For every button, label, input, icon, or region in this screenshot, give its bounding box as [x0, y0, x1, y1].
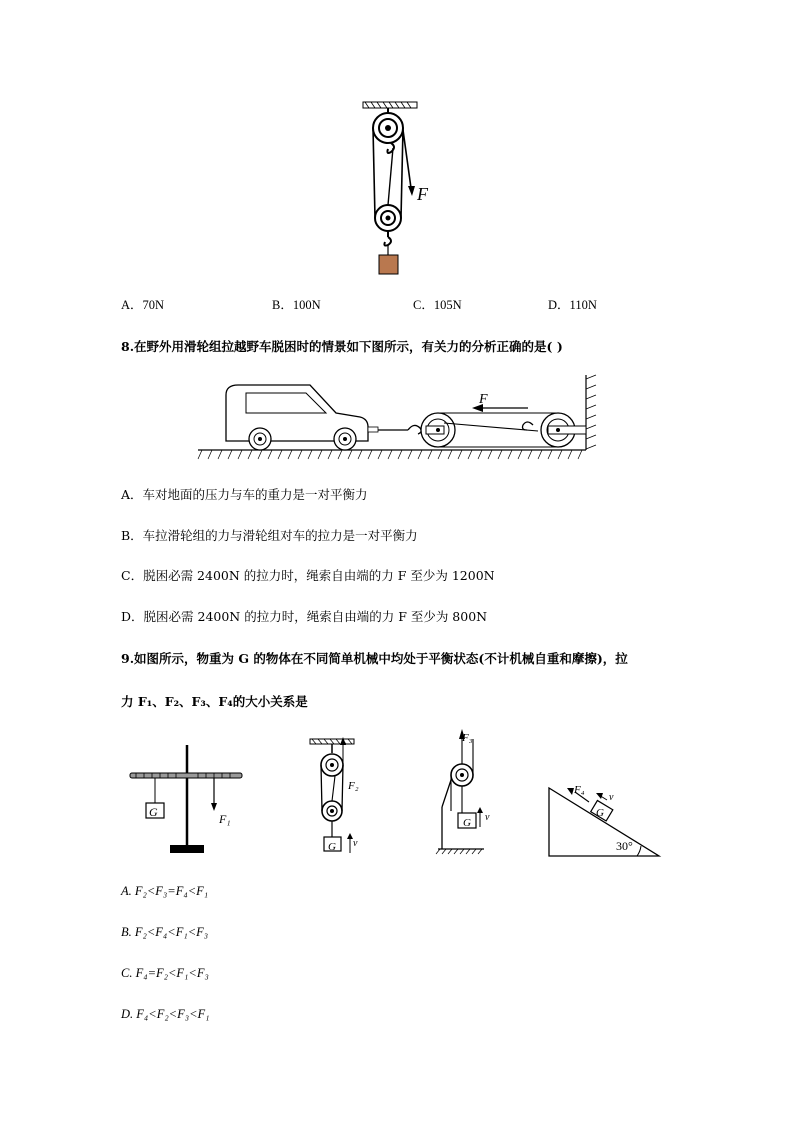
q8-force-label: F	[479, 392, 488, 407]
q9-option-a: A. F₂<F₃=F₄<F₁	[121, 884, 209, 898]
force-label-f: F	[417, 184, 428, 204]
incline-weight-label: G	[596, 807, 604, 819]
q9-option-c: C. F₄=F₂<F₁<F₃	[121, 966, 209, 980]
q8-option-c: C．脱困必需 2400N 的拉力时，绳索自由端的力 F 至少为 1200N	[121, 568, 495, 583]
q9-option-b: B. F₂<F₄<F₁<F₃	[121, 925, 209, 939]
pulley-block-diagram	[355, 100, 445, 280]
pulley-block-diagram-2	[308, 735, 368, 860]
q8-option-b: B．车拉滑轮组的力与滑轮组对车的拉力是一对平衡力	[121, 528, 418, 543]
incline-force-label: F₄	[574, 784, 585, 796]
fixed-pulley-velocity-label: v	[485, 812, 490, 823]
incline-velocity-label: v	[609, 792, 614, 803]
lever-weight-label: G	[149, 805, 158, 819]
lever-force-label: F₁	[219, 812, 231, 826]
q9-option-d: D. F₄<F₂<F₃<F₁	[121, 1007, 210, 1021]
fixed-pulley-weight-label: G	[463, 817, 471, 829]
car-pulley-diagram	[198, 375, 603, 465]
q8-option-d: D．脱困必需 2400N 的拉力时，绳索自由端的力 F 至少为 800N	[121, 609, 488, 624]
q9-stem-line2: 力 F₁、F₂、F₃、F₄的大小关系是	[121, 694, 308, 709]
lever-diagram	[126, 745, 246, 860]
fixed-pulley-force-label: F₃	[462, 732, 473, 744]
q9-stem-line1: 9.如图所示，物重为 G 的物体在不同简单机械中均处于平衡状态(不计机械自重和摩擦)，拉	[121, 651, 628, 666]
q7-option-c: C．105N	[413, 298, 462, 312]
q7-option-a: A．70N	[121, 298, 165, 312]
q8-stem: 8.在野外用滑轮组拉越野车脱困时的情景如下图所示，有关力的分析正确的是( )	[121, 339, 563, 354]
pulley-force-label: F₂	[348, 780, 359, 792]
q7-option-b: B．100N	[272, 298, 321, 312]
pulley-velocity-label: v	[353, 838, 358, 849]
q8-option-a: A．车对地面的压力与车的重力是一对平衡力	[121, 487, 368, 502]
pulley-weight-label: G	[328, 841, 336, 853]
inclined-plane-diagram	[545, 780, 665, 860]
q7-option-d: D．110N	[548, 298, 597, 312]
incline-angle-label: 30°	[616, 839, 633, 853]
